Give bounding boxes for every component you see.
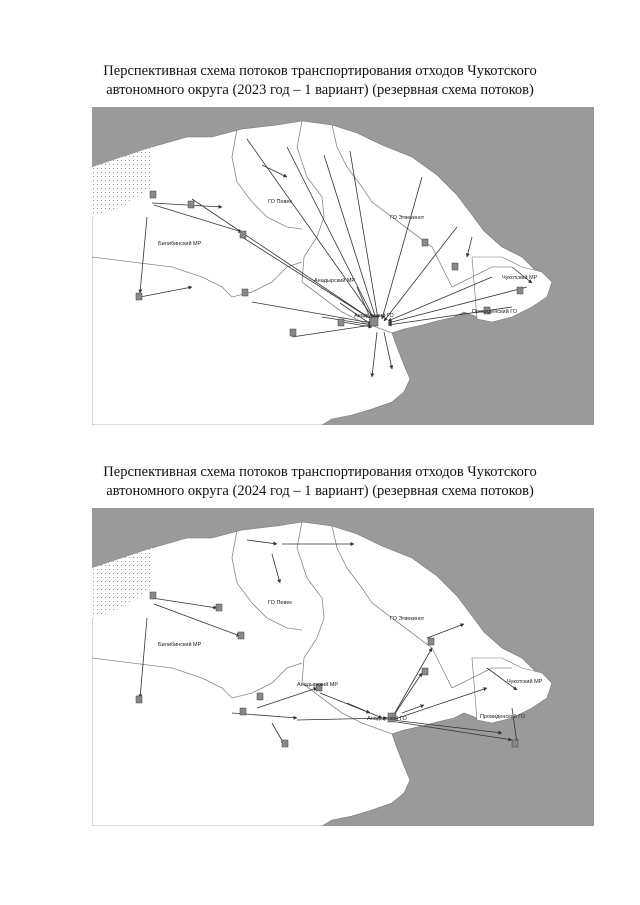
label-chukotsky: Чукотский МР [507, 679, 543, 685]
label-bilibino: Билибинский МР [158, 642, 202, 648]
label-chukotsky: Чукотский МР [502, 275, 538, 281]
label-bilibino: Билибинский МР [158, 241, 202, 247]
map-2024-svg [92, 508, 594, 826]
label-providensky: Провиденский ГО [480, 714, 526, 720]
map-title-2023-line1: Перспективная схема потоков транспортирования отходов Чукотского [103, 63, 537, 79]
label-providensky: Провиденский ГО [472, 309, 518, 315]
label-anadyr-mr: Анадырский МР [314, 278, 356, 284]
map-2024 [92, 508, 594, 826]
map-2023 [92, 107, 594, 425]
label-egvekinot: ГО Эгвекинот [390, 616, 425, 622]
map-title-2024 [60, 463, 580, 501]
label-anadyr-go: Анадырский ГО [367, 716, 407, 722]
label-pevek: ГО Певек [268, 600, 292, 606]
map-title-2023 [60, 62, 580, 100]
label-pevek: ГО Певек [268, 199, 292, 205]
label-anadyr-go: Анадырский ГО [354, 313, 394, 319]
label-egvekinot: ГО Эгвекинот [390, 215, 425, 221]
map-2023-svg [92, 107, 594, 425]
map-title-2024-line2: автономного округа (2024 год – 1 вариант) (резервная схема потоков) [106, 483, 534, 499]
map-title-2023-line2: автономного округа (2023 год – 1 вариант) (резервная схема потоков) [106, 82, 534, 98]
label-anadyr-mr: Анадырский МР [297, 682, 339, 688]
map-title-2024-line1: Перспективная схема потоков транспортирования отходов Чукотского [103, 464, 537, 480]
